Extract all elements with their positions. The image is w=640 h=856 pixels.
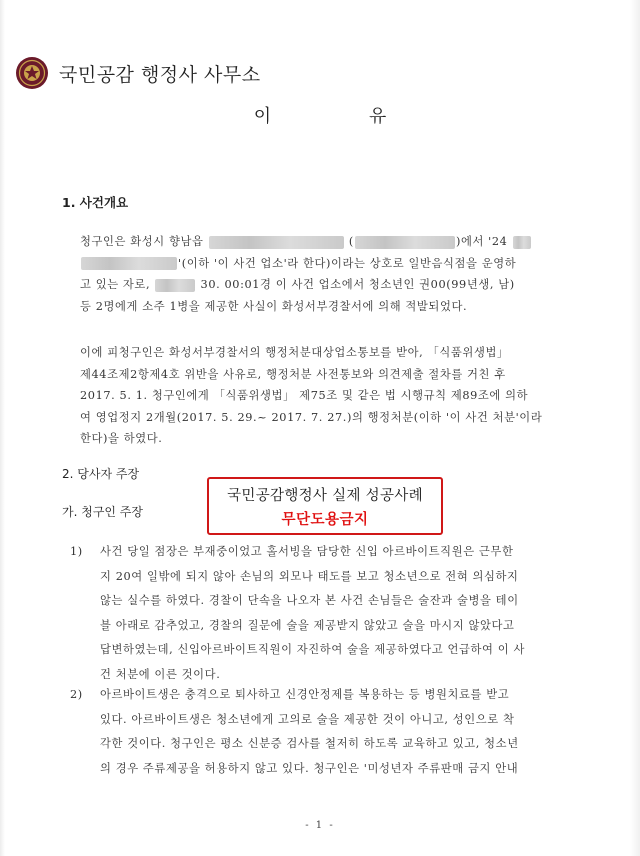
text-line: 의 경우 주류제공을 허용하지 않고 있다. 청구인은 '미성년자 주류판매 금지 안내 bbox=[100, 761, 519, 775]
office-name: 국민공감 행정사 사무소 bbox=[59, 63, 261, 86]
case-summary-paragraph-1 bbox=[80, 231, 585, 317]
stamp-line-1: 국민공감행정사 실제 성공사례 bbox=[227, 488, 423, 504]
item-number: 2) bbox=[70, 688, 83, 701]
text-span: 청구인은 화성시 향남읍 bbox=[80, 235, 204, 248]
text-line: 답변하였는데, 신입아르바이트직원이 자진하여 술을 제공하였다고 언급하여 이 사 bbox=[100, 643, 525, 657]
document-title: 이 유 bbox=[253, 106, 433, 127]
office-header bbox=[15, 56, 261, 90]
text-line bbox=[70, 683, 590, 708]
section-heading-case-summary: 1. 사건개요 bbox=[62, 195, 129, 210]
copyright-stamp bbox=[207, 477, 443, 535]
text-line: 건 처분에 이른 것이다. bbox=[100, 667, 221, 681]
section-heading-party-claims: 2. 당사자 주장 bbox=[62, 467, 140, 481]
item-number: 1) bbox=[70, 545, 83, 558]
text-span: ( bbox=[348, 235, 354, 248]
scan-edge-left bbox=[0, 0, 5, 856]
text-line: 등 2명에게 소주 1병을 제공한 사실이 화성서부경찰서에 의해 적발되었다. bbox=[80, 299, 468, 313]
claim-item-2 bbox=[70, 683, 590, 781]
text-line: 한다)을 하였다. bbox=[80, 432, 163, 446]
text-line: 지 20여 일밖에 되지 않아 손님의 외모나 태도를 보고 청소년으로 전혀 의심하지 bbox=[100, 569, 519, 583]
redacted-block bbox=[155, 279, 195, 292]
text-line bbox=[70, 540, 590, 565]
claim-item-1 bbox=[70, 540, 590, 688]
text-span: 30. 00:01경 이 사건 업소에서 청소년인 권00(99년생, 남) bbox=[200, 278, 515, 292]
redacted-block bbox=[513, 236, 531, 249]
office-seal-icon bbox=[15, 56, 49, 90]
text-line: 각한 것이다. 청구인은 평소 신분증 검사를 철저히 하도록 교육하고 있고, 청소년 bbox=[100, 737, 519, 751]
text-line bbox=[80, 274, 585, 296]
text-line: 블 아래로 감추었고, 경찰의 질문에 술을 제공받지 않았고 술을 마시지 않았다고 bbox=[100, 618, 515, 632]
text-line bbox=[80, 231, 585, 253]
text-line: 않는 실수를 하였다. 경찰이 단속을 나오자 본 사건 손님들은 술잔과 술병을 테이 bbox=[100, 594, 519, 608]
text-span: 사건 당일 점장은 부재중이었고 홀서빙을 담당한 신입 아르바이트직원은 근무한 bbox=[100, 545, 514, 558]
text-line: 2017. 5. 1. 청구인에게 「식품위생법」 제75조 및 같은 법 시행규칙 제89조에 의하 bbox=[80, 389, 529, 403]
text-span: 고 있는 자로, bbox=[80, 278, 151, 292]
text-line: 이에 피청구인은 화성서부경찰서의 행정처분대상업소통보를 받아, 「식품위생법」 bbox=[80, 346, 509, 359]
sub-heading-claimant-claim: 가. 청구인 주장 bbox=[62, 505, 143, 519]
case-summary-paragraph-2 bbox=[80, 342, 585, 450]
text-span: '(이하 '이 사건 업소'라 한다)이라는 상호로 일반음식점을 운영하 bbox=[178, 256, 517, 270]
text-span: 아르바이트생은 충격으로 퇴사하고 신경안정제를 복용하는 등 병원치료를 받고 bbox=[100, 688, 510, 701]
stamp-line-2: 무단도용금지 bbox=[281, 512, 369, 528]
redacted-block bbox=[81, 257, 177, 270]
text-line: 제44조제2항제4호 위반을 사유로, 행정처분 사전통보와 의견제출 절차를 거친 후 bbox=[80, 367, 506, 381]
text-line: 있다. 아르바이트생은 청소년에게 고의로 술을 제공한 것이 아니고, 성인으로 착 bbox=[100, 712, 515, 726]
text-span: )에서 '24 bbox=[455, 235, 508, 248]
scan-edge-right bbox=[630, 0, 640, 856]
text-line bbox=[80, 253, 585, 275]
text-line: 여 영업정지 2개월(2017. 5. 29.~ 2017. 7. 27.)의 행정처분(이하 '이 사건 처분'이라 bbox=[80, 410, 543, 424]
page-number: - 1 - bbox=[305, 820, 335, 831]
redacted-block bbox=[355, 236, 455, 249]
redacted-block bbox=[209, 236, 344, 249]
